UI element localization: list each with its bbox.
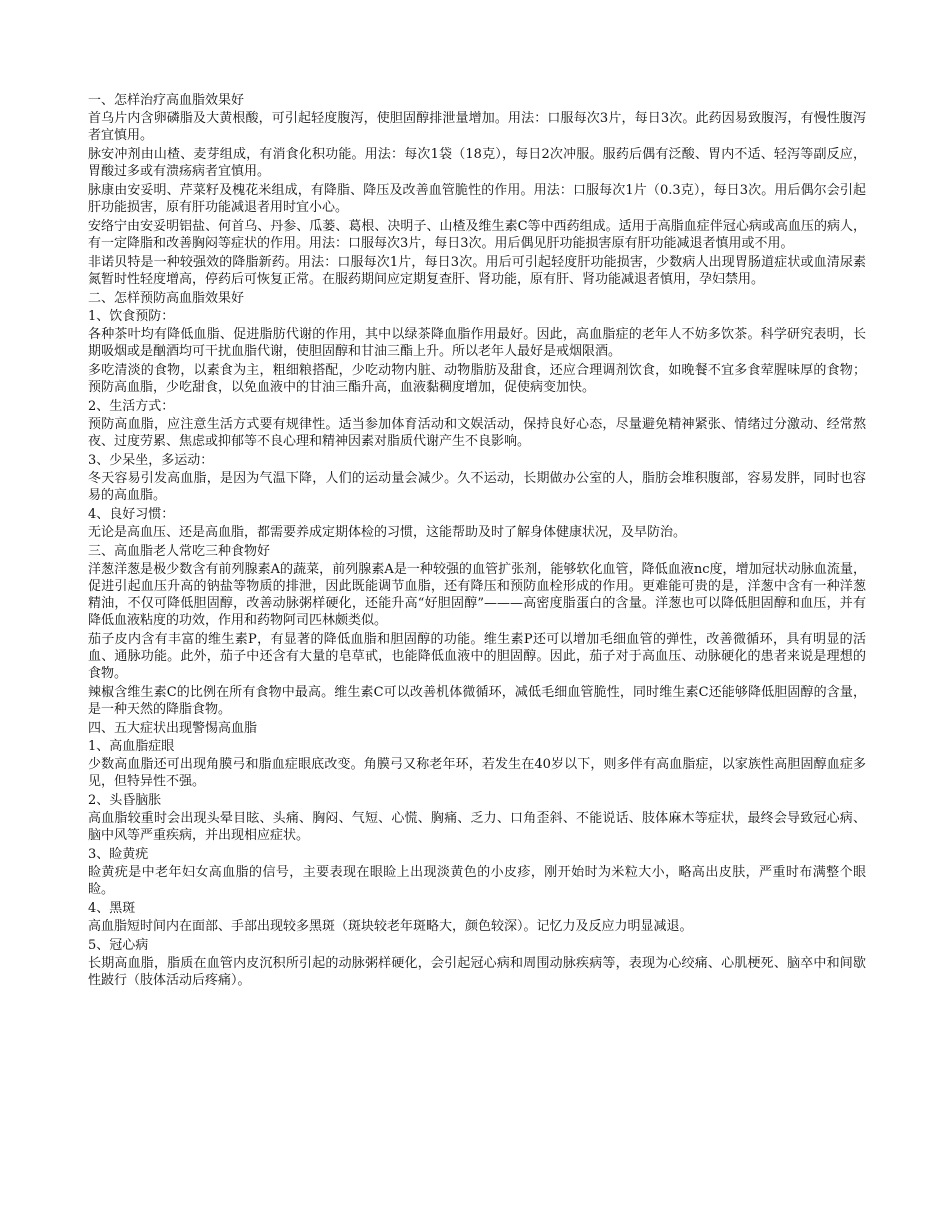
section-heading-4: 四、五大症状出现警惕高血脂 [88, 721, 258, 736]
body-paragraph: 各种茶叶均有降低血脂、促进脂肪代谢的作用，其中以绿茶降血脂作用最好。因此，高血脂症的老年人不妨多饮茶。科学研究表明，长期吸烟或是酗酒均可干扰血脂代谢，使胆固醇和甘油三酯上升。所以老年人最好是戒烟限酒。 [88, 327, 866, 359]
body-paragraph: 高血脂较重时会出现头晕目眩、头痛、胸闷、气短、心慌、胸痛、乏力、口角歪斜、不能说话、肢体麻木等症状，最终会导致冠心病、脑中风等严重疾病，并出现相应症状。 [88, 811, 866, 843]
body-paragraph: 高血脂短时间内在面部、手部出现较多黑斑（斑块较老年斑略大，颜色较深）。记忆力及反应力明显减退。 [88, 919, 693, 934]
subsection-heading: 1、饮食预防： [88, 309, 175, 324]
subsection-heading: 3、睑黄疣 [88, 847, 149, 862]
body-paragraph: 安络宁由安妥明铝盐、何首乌、丹参、瓜蒌、葛根、决明子、山楂及维生素C等中西药组成。适用于高脂血症伴冠心病或高血压的病人，有一定降脂和改善胸闷等症状的作用。用法：口服每次3片，每日3次。用后偶见肝功能损害原有肝功能减退者慎用或不用。 [88, 219, 866, 251]
section-heading-3: 三、高血脂老人常吃三种食物好 [88, 544, 271, 559]
body-paragraph: 少数高血脂还可出现角膜弓和脂血症眼底改变。角膜弓又称老年环，若发生在40岁以下，则多伴有高血脂症，以家族性高胆固醇血症多见，但特异性不强。 [88, 757, 866, 789]
body-paragraph: 首乌片内含卵磷脂及大黄根酸，可引起轻度腹泻，使胆固醇排泄量增加。用法：口服每次3片，每日3次。此药因易致腹泻，有慢性腹泻者宜慎用。 [88, 111, 866, 143]
subsection-heading: 1、高血脂症眼 [88, 739, 175, 754]
body-paragraph: 洋葱洋葱是极少数含有前列腺素A的蔬菜，前列腺素A是一种较强的血管扩张剂，能够软化血管，降低血液nc度，增加冠状动脉血流量，促进引起血压升高的钠盐等物质的排泄，因此既能调节血脂，还有降压和预防血栓形成的作用。更难能可贵的是，洋葱中含有一种洋葱精油，不仅可降低胆固醇，改善动脉粥样硬化，还能升高“好胆固醇”———高密度脂蛋白的含量。洋葱也可以降低胆固醇和血压，并有降低血液粘度的功效，作用和药物阿司匹林颇类似。 [88, 562, 866, 628]
body-paragraph: 长期高血脂，脂质在血管内皮沉积所引起的动脉粥样硬化，会引起冠心病和周围动脉疾病等，表现为心绞痛、心肌梗死、脑卒中和间歇性跛行（肢体活动后疼痛）。 [88, 956, 866, 988]
body-paragraph: 无论是高血压、还是高血脂，都需要养成定期体检的习惯，这能帮助及时了解身体健康状况，及早防治。 [88, 525, 687, 540]
subsection-heading: 4、良好习惯： [88, 507, 175, 522]
body-paragraph: 茄子皮内含有丰富的维生素P，有显著的降低血脂和胆固醇的功能。维生素P还可以增加毛细血管的弹性，改善微循环，具有明显的活血、通脉功能。此外，茄子中还含有大量的皂草甙，也能降低血液中的胆固醇。因此，茄子对于高血压、动脉硬化的患者来说是理想的食物。 [88, 632, 866, 681]
body-paragraph: 预防高血脂，应注意生活方式要有规律性。适当参加体育活动和文娱活动，保持良好心态，尽量避免精神紧张、情绪过分激动、经常熬夜、过度劳累、焦虑或抑郁等不良心理和精神因素对脂质代谢产生不良影响。 [88, 417, 866, 449]
body-paragraph: 脉安冲剂由山楂、麦芽组成，有消食化积功能。用法：每次1袋（18克），每日2次冲服。服药后偶有泛酸、胃内不适、轻泻等副反应，胃酸过多或有溃疡病者宜慎用。 [88, 147, 866, 179]
document-body [88, 92, 866, 991]
subsection-heading: 5、冠心病 [88, 938, 149, 953]
body-paragraph: 脉康由安妥明、芹菜籽及槐花米组成，有降脂、降压及改善血管脆性的作用。用法：口服每次1片（0.3克），每日3次。用后偶尔会引起肝功能损害，原有肝功能减退者用时宜小心。 [88, 183, 866, 215]
subsection-heading: 3、少呆坐，多运动： [88, 453, 214, 468]
body-paragraph: 冬天容易引发高血脂，是因为气温下降，人们的运动量会减少。久不运动，长期做办公室的人，脂肪会堆积腹部，容易发胖，同时也容易的高血脂。 [88, 471, 866, 503]
body-paragraph: 多吃清淡的食物，以素食为主，粗细粮搭配，少吃动物内脏、动物脂肪及甜食，还应合理调剂饮食，如晚餐不宜多食荤腥味厚的食物；预防高血脂，少吃甜食，以免血液中的甘油三酯升高，血液黏稠度增加，促使病变加快。 [88, 363, 866, 395]
body-paragraph: 睑黄疣是中老年妇女高血脂的信号，主要表现在眼睑上出现淡黄色的小皮疹，刚开始时为米粒大小，略高出皮肤，严重时布满整个眼睑。 [88, 865, 866, 897]
subsection-heading: 2、生活方式： [88, 399, 175, 414]
subsection-heading: 4、黑斑 [88, 901, 136, 916]
section-heading-1: 一、怎样治疗高血脂效果好 [88, 93, 245, 108]
body-paragraph: 辣椒含维生素C的比例在所有食物中最高。维生素C可以改善机体微循环，减低毛细血管脆性，同时维生素C还能够降低胆固醇的含量，是一种天然的降脂食物。 [88, 685, 866, 717]
body-paragraph: 非诺贝特是一种较强效的降脂新药。用法：口服每次1片，每日3次。用后可引起轻度肝功能损害，少数病人出现胃肠道症状或血清尿素氮暂时性轻度增高，停药后可恢复正常。在服药期间应定期复查肝、肾功能，原有肝、肾功能减退者慎用，孕妇禁用。 [88, 255, 866, 287]
section-heading-2: 二、怎样预防高血脂效果好 [88, 291, 245, 306]
subsection-heading: 2、头昏脑胀 [88, 793, 162, 808]
